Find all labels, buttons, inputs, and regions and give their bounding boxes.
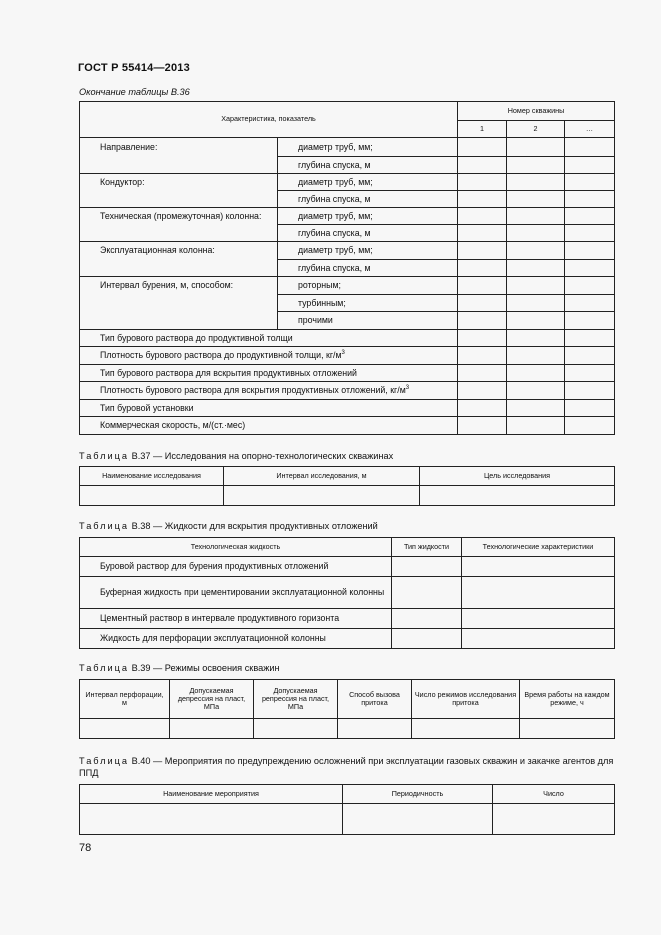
row-label: Тип бурового раствора до продуктивной толщи: [80, 330, 458, 347]
group-label: Направление:: [80, 138, 278, 174]
table-row: [80, 365, 615, 382]
sub-label: глубина спуска, м: [278, 191, 458, 208]
table-row: [80, 208, 615, 225]
wells-header: Номер скважины: [458, 102, 615, 121]
table39-caption: [79, 663, 280, 673]
col-header: Технологические характеристики: [462, 538, 615, 557]
table40-caption: [79, 756, 614, 780]
row-label: Тип буровой установки: [80, 400, 458, 417]
sub-label: глубина спуска, м: [278, 225, 458, 242]
table-row: [80, 347, 615, 365]
caption-prefix: Таблица: [79, 663, 130, 673]
sub-label: турбинным;: [278, 295, 458, 312]
table-row: [80, 174, 615, 191]
col-header: Периодичность: [343, 785, 493, 804]
sub-label: диаметр труб, мм;: [278, 208, 458, 225]
table36-caption: Окончание таблицы В.36: [79, 87, 190, 97]
caption-prefix: Таблица: [79, 756, 130, 766]
row-label: [80, 347, 458, 365]
caption-text: В.38 — Жидкости для вскрытия продуктивных отложений: [131, 521, 378, 531]
table-row: [80, 557, 615, 577]
document-id: ГОСТ Р 55414—2013: [78, 62, 190, 74]
col-header: Допускаемая депрессия на пласт, МПа: [170, 680, 254, 719]
col-header: Число: [493, 785, 615, 804]
table37: [79, 466, 615, 506]
table-row: [80, 138, 615, 157]
well-number-1: 1: [458, 121, 507, 138]
group-label: Техническая (промежуточная) колонна:: [80, 208, 278, 242]
row-label-text: Плотность бурового раствора до продуктивной толщи, кг/м: [100, 350, 342, 361]
sub-label: прочими: [278, 312, 458, 330]
superscript: 3: [341, 350, 345, 357]
row-label: Тип бурового раствора для вскрытия продуктивных отложений: [80, 365, 458, 382]
sub-label: глубина спуска, м: [278, 157, 458, 174]
col-header: Цель исследования: [420, 467, 615, 486]
table-row: [80, 609, 615, 629]
group-label: Интервал бурения, м, способом:: [80, 277, 278, 330]
col-header: Интервал перфорации, м: [80, 680, 170, 719]
group-label: Кондуктор:: [80, 174, 278, 208]
col-header: Интервал исследования, м: [224, 467, 420, 486]
table36: [79, 101, 615, 435]
sub-label: диаметр труб, мм;: [278, 242, 458, 260]
col-header: Наименование исследования: [80, 467, 224, 486]
caption-prefix: Таблица: [79, 521, 130, 531]
table39: [79, 679, 615, 739]
col-header: Способ вызова притока: [338, 680, 412, 719]
col-header: Число режимов исследования притока: [412, 680, 520, 719]
fluid-label: Цементный раствор в интервале продуктивного горизонта: [80, 609, 392, 629]
page-number: 78: [79, 842, 92, 854]
table-row: [80, 382, 615, 400]
characteristic-header: Характеристика, показатель: [80, 102, 458, 138]
caption-text: В.39 — Режимы освоения скважин: [131, 663, 280, 673]
sub-label: диаметр труб, мм;: [278, 138, 458, 157]
group-label: Эксплуатационная колонна:: [80, 242, 278, 277]
well-number-more: …: [565, 121, 615, 138]
table-row: [80, 804, 615, 835]
fluid-label: Жидкость для перфорации эксплуатационной колонны: [80, 629, 392, 649]
col-header: Время работы на каждом режиме, ч: [520, 680, 615, 719]
sub-label: глубина спуска, м: [278, 260, 458, 277]
table-row: [80, 486, 615, 506]
table-row: [80, 577, 615, 609]
caption-text: В.37 — Исследования на опорно-технологических скважинах: [131, 451, 394, 461]
col-header: Допускаемая репрессия на пласт, МПа: [254, 680, 338, 719]
superscript: 3: [405, 385, 410, 392]
table38: [79, 537, 615, 649]
table-row: [80, 629, 615, 649]
row-label: [80, 382, 458, 400]
sub-label: роторным;: [278, 277, 458, 295]
caption-text: В.40 — Мероприятия по предупреждению осложнений при эксплуатации газовых скважин и закачке агентов для ППД: [79, 756, 614, 778]
table38-caption: [79, 521, 378, 531]
col-header: Технологическая жидкость: [80, 538, 392, 557]
table37-caption: [79, 451, 393, 461]
table-row: [80, 330, 615, 347]
caption-prefix: Таблица: [79, 451, 130, 461]
fluid-label: Буферная жидкость при цементировании эксплуатационной колонны: [80, 577, 392, 609]
table-row: [80, 400, 615, 417]
col-header: Наименование мероприятия: [80, 785, 343, 804]
table-row: [80, 242, 615, 260]
sub-label: диаметр труб, мм;: [278, 174, 458, 191]
col-header: Тип жидкости: [392, 538, 462, 557]
row-label: Коммерческая скорость, м/(ст.·мес): [80, 417, 458, 435]
table40: [79, 784, 615, 835]
table-row: [80, 277, 615, 295]
fluid-label: Буровой раствор для бурения продуктивных отложений: [80, 557, 392, 577]
table-row: [80, 719, 615, 739]
table-row: [80, 417, 615, 435]
row-label-text: Плотность бурового раствора для вскрытия продуктивных отложений, кг/м: [100, 385, 406, 396]
well-number-2: 2: [507, 121, 565, 138]
